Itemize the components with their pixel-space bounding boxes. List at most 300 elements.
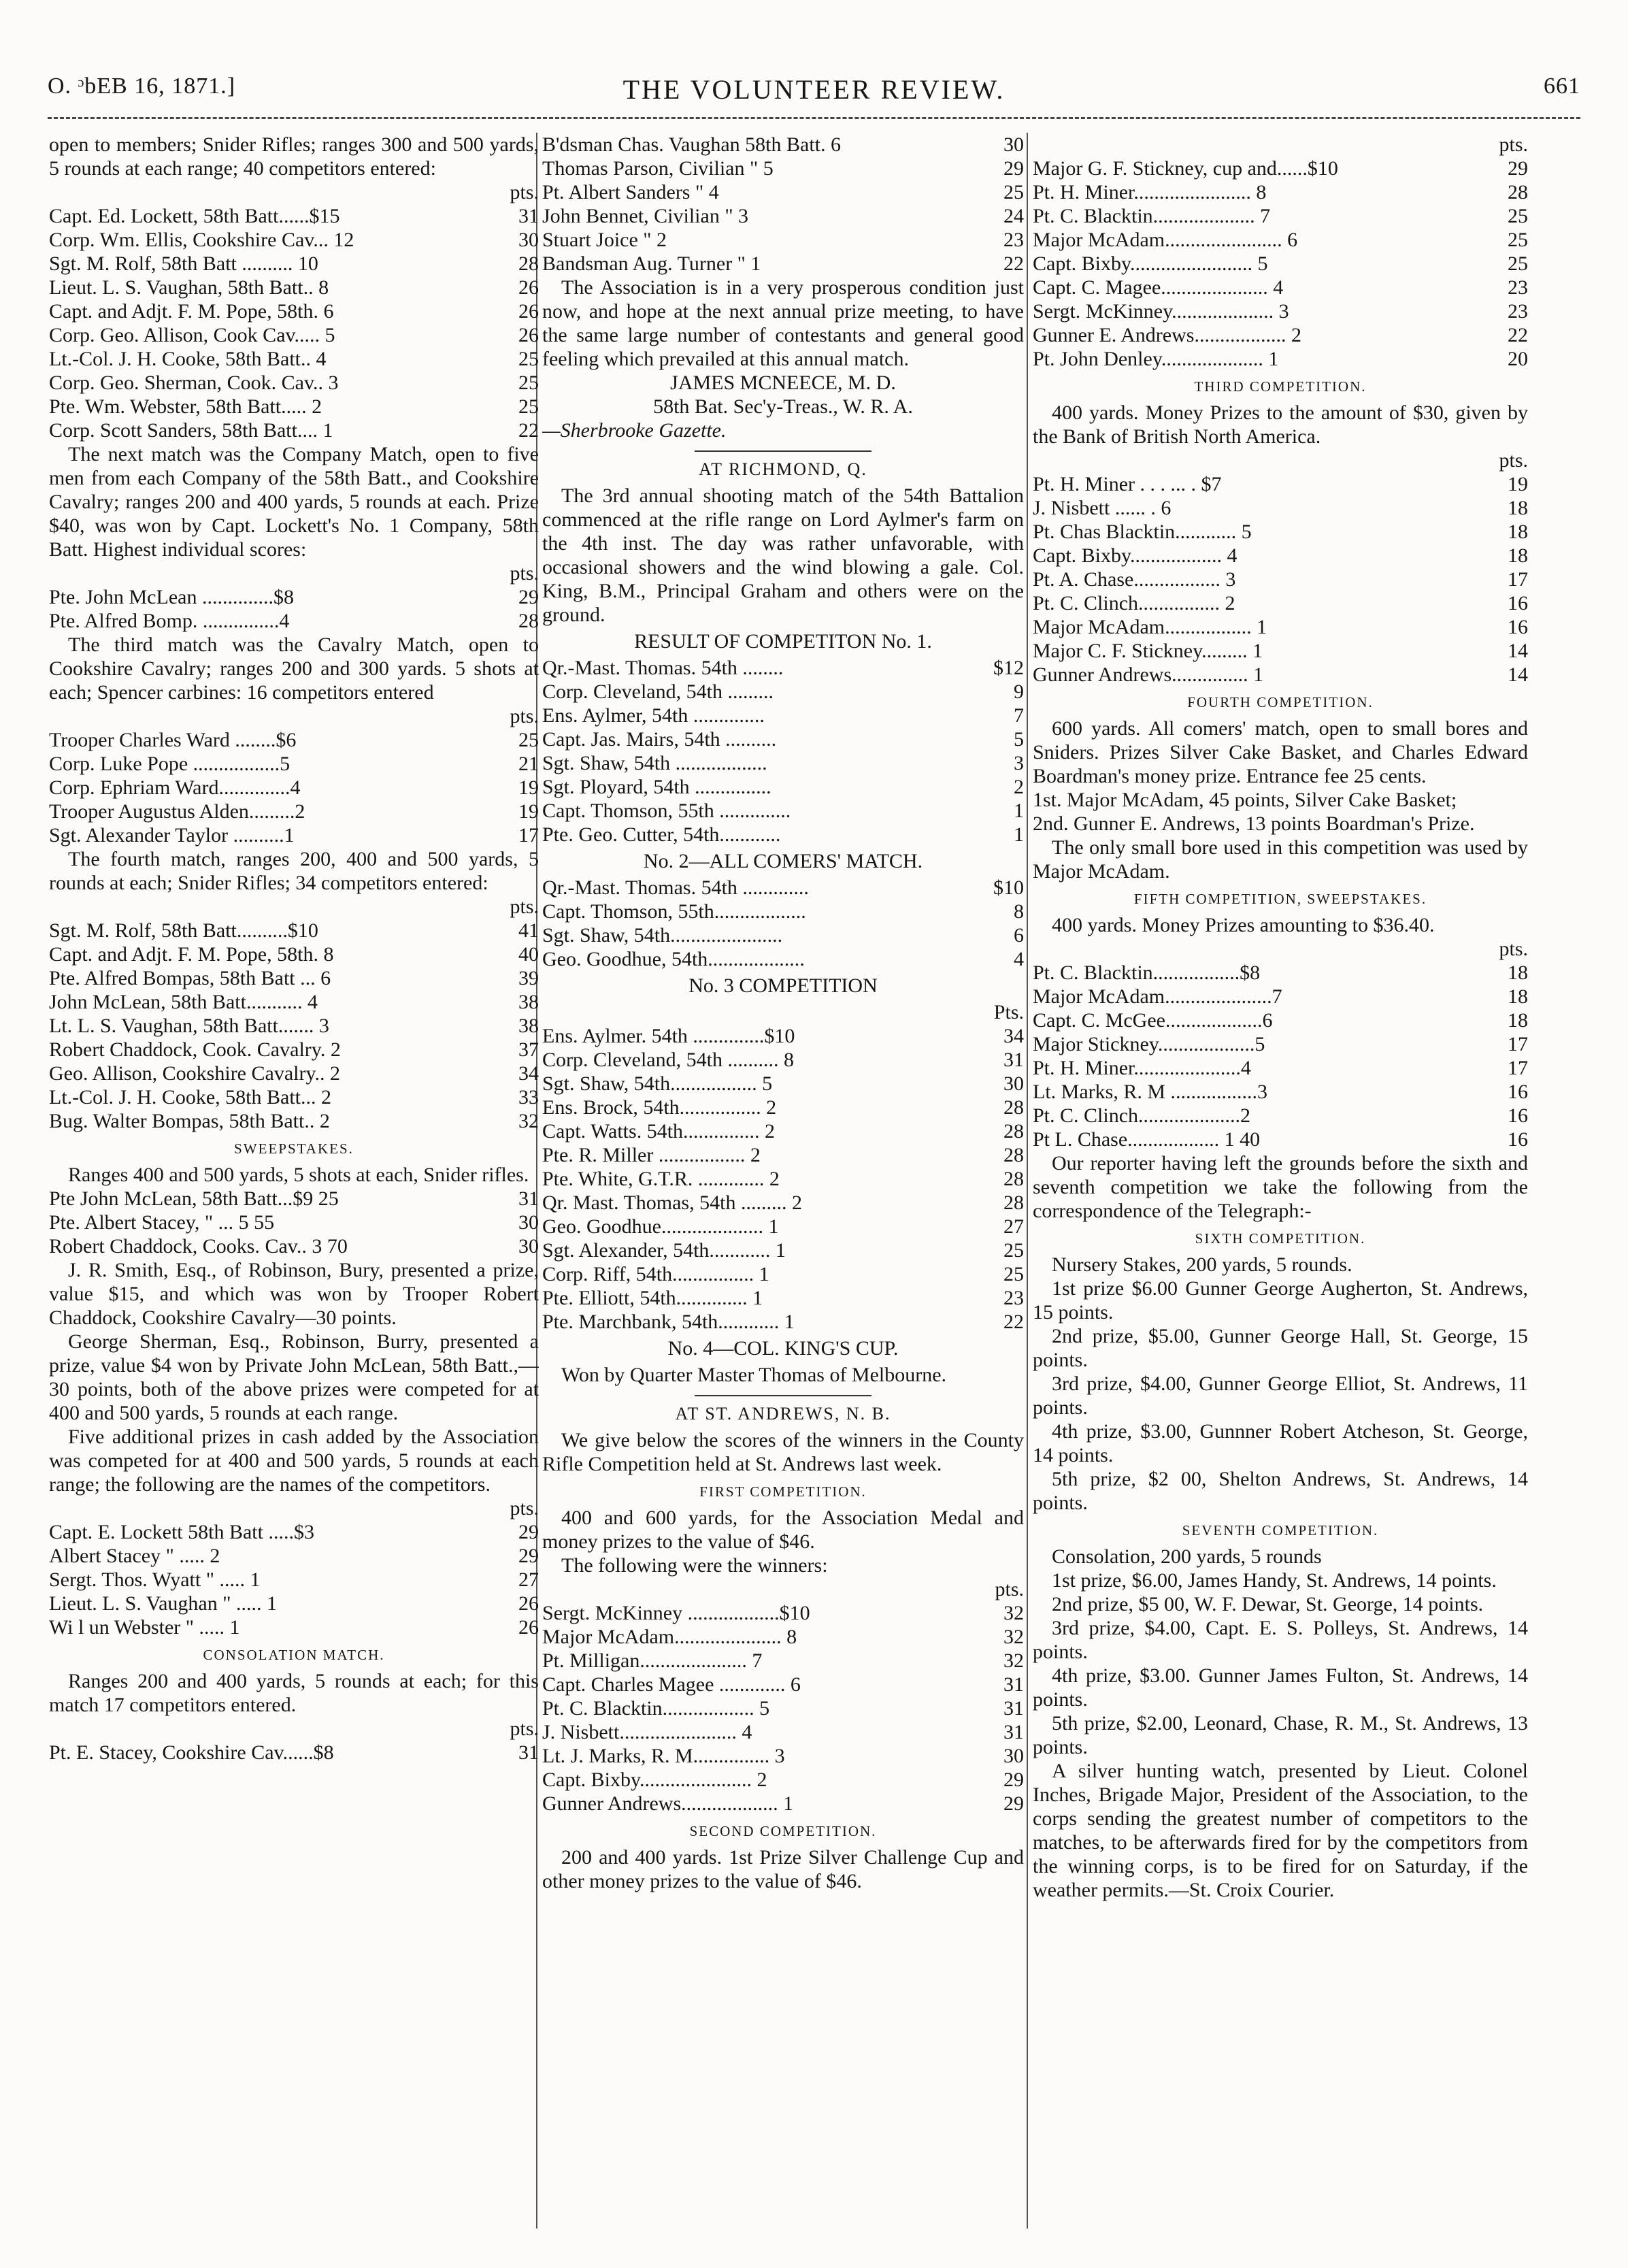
score-entry: Major C. F. Stickney......... 1	[1033, 640, 1263, 662]
score-row	[49, 1211, 539, 1234]
score-row	[542, 133, 1024, 157]
score-table	[49, 1520, 539, 1639]
score-entry: Major G. F. Stickney, cup and......$10	[1033, 157, 1338, 180]
score-entry: Pt. C. Blacktin.................... 7	[1033, 205, 1271, 227]
score-row	[49, 966, 539, 990]
score-points: 6	[1014, 924, 1024, 947]
score-row	[542, 823, 1024, 847]
score-row	[49, 1544, 539, 1568]
sub-heading: No. 4—COL. KING'S CUP.	[667, 1337, 899, 1360]
score-row	[1033, 347, 1528, 371]
score-points: 7	[1014, 704, 1024, 727]
score-points: 30	[1003, 1072, 1024, 1095]
pts-header: pts.	[1499, 938, 1528, 960]
score-points: 31	[518, 1187, 539, 1210]
score-row	[49, 371, 539, 395]
score-entry: Qr.-Mast. Thomas. 54th ........	[542, 657, 784, 679]
score-row	[542, 228, 1024, 252]
score-row	[1033, 591, 1528, 615]
score-points: 34	[1003, 1025, 1024, 1047]
score-points: 25	[518, 348, 539, 370]
score-entry: Major McAdam.....................7	[1033, 985, 1282, 1008]
paragraph: 5th prize, $2 00, Shelton Andrews, St. Andrews, 14 points.	[1033, 1468, 1528, 1514]
score-points: 25	[1508, 205, 1528, 227]
score-row	[49, 1520, 539, 1544]
score-points: 5	[1014, 728, 1024, 751]
score-row	[49, 919, 539, 942]
score-entry: Bandsman Aug. Turner " 1	[542, 252, 761, 275]
score-entry: Sgt. Alexander, 54th............ 1	[542, 1239, 786, 1262]
score-points: 29	[518, 586, 539, 608]
score-entry: Pt. John Denley.................... 1	[1033, 348, 1279, 370]
score-entry: Pt. C. Blacktin.................$8	[1033, 962, 1261, 984]
score-points: 28	[1003, 1191, 1024, 1214]
score-row	[542, 876, 1024, 900]
score-row	[1033, 639, 1528, 663]
score-entry: Capt. Watts. 54th............... 2	[542, 1120, 776, 1143]
score-points: 31	[1003, 1697, 1024, 1720]
pts-header: pts.	[510, 1718, 539, 1740]
section-heading: SECOND COMPETITION.	[689, 1823, 877, 1839]
column-1	[49, 133, 539, 2235]
score-points: 26	[518, 1592, 539, 1615]
score-entry: Sergt. McKinney ..................$10	[542, 1602, 810, 1624]
score-entry: Pt. H. Miner.....................4	[1033, 1057, 1251, 1079]
score-points: 18	[1508, 521, 1528, 543]
score-points: 18	[1508, 962, 1528, 984]
paragraph: 1st. Major McAdam, 45 points, Silver Cake Basket;	[1033, 789, 1457, 811]
score-entry: Pte. Alfred Bomp. ...............4	[49, 610, 290, 632]
score-entry: Sgt. Shaw, 54th ..................	[542, 752, 767, 774]
score-row	[1033, 663, 1528, 687]
score-points: 28	[1508, 181, 1528, 203]
score-entry: Lt. Marks, R. M .................3	[1033, 1081, 1267, 1103]
paragraph: open to members; Snider Rifles; ranges 300 and 500 yards, 5 rounds at each range; 40 competitors entered:	[49, 133, 539, 180]
pts-header: pts.	[510, 181, 539, 203]
signature-title: 58th Bat. Sec'y-Treas., W. R. A.	[653, 395, 913, 418]
score-points: 32	[518, 1110, 539, 1132]
score-row	[542, 1601, 1024, 1625]
score-entry: Thomas Parson, Civilian " 5	[542, 157, 774, 180]
score-table	[542, 876, 1024, 971]
section-heading: THIRD COMPETITION.	[1194, 378, 1367, 395]
score-entry: Pt. E. Stacey, Cookshire Cav......$8	[49, 1741, 334, 1764]
score-points: 30	[518, 229, 539, 251]
paragraph: 3rd prize, $4.00, Capt. E. S. Polleys, St. Andrews, 14 points.	[1033, 1617, 1528, 1663]
score-entry: John Bennet, Civilian " 3	[542, 205, 749, 227]
score-table	[49, 919, 539, 1133]
score-entry: Pte. Geo. Cutter, 54th............	[542, 823, 781, 846]
paragraph: 2nd prize, $5 00, W. F. Dewar, St. George, 14 points.	[1052, 1593, 1484, 1615]
score-points: 31	[518, 205, 539, 227]
score-row	[49, 395, 539, 418]
pts-header: pts.	[510, 895, 539, 918]
score-entry: Pte. Marchbank, 54th............ 1	[542, 1311, 795, 1333]
score-row	[1033, 252, 1528, 276]
score-entry: Pt L. Chase.................. 1 40	[1033, 1128, 1261, 1151]
paragraph: The 3rd annual shooting match of the 54th Battalion commenced at the rifle range on Lord Aylmer's farm on the 4th inst. The day was rather unfavorable, with occasional showers and the wind blowing a gale. Col. King, B.M., Principal Graham and others were on the ground.	[542, 484, 1024, 626]
score-points: $12	[993, 657, 1024, 679]
score-row	[542, 1792, 1024, 1815]
column-rule-2	[1027, 133, 1028, 2229]
score-entry: Sgt. Shaw, 54th......................	[542, 924, 783, 947]
score-row	[542, 1310, 1024, 1334]
score-points: 20	[1508, 348, 1528, 370]
paragraph: The third match was the Cavalry Match, open to Cookshire Cavalry; ranges 200 and 300 yards. 5 shots at each; Spencer carbines: 16 competitors entered	[49, 634, 539, 704]
score-entry: Lieut. L. S. Vaughan, 58th Batt.. 8	[49, 276, 329, 299]
score-points: 30	[518, 1235, 539, 1258]
score-row	[49, 1234, 539, 1258]
paragraph: The following were the winners:	[561, 1554, 828, 1577]
paragraph: Nursery Stakes, 200 yards, 5 rounds.	[1052, 1253, 1352, 1276]
score-row	[1033, 1056, 1528, 1080]
score-points: 40	[518, 943, 539, 966]
score-row	[542, 1167, 1024, 1191]
score-row	[49, 1014, 539, 1038]
pts-header: pts.	[995, 1578, 1024, 1600]
signature: JAMES MCNEECE, M. D.	[670, 372, 896, 394]
score-points: 29	[1508, 157, 1528, 180]
score-entry: Corp. Geo. Allison, Cook Cav..... 5	[49, 324, 335, 346]
score-points: 38	[518, 1015, 539, 1037]
score-points: 31	[1003, 1049, 1024, 1071]
score-row	[1033, 1104, 1528, 1128]
score-points: 26	[518, 324, 539, 346]
score-row	[542, 1286, 1024, 1310]
score-entry: Pte John McLean, 58th Batt...$9 25	[49, 1187, 339, 1210]
paragraph: 3rd prize, $4.00, Gunner George Elliot, St. Andrews, 11 points.	[1033, 1373, 1528, 1419]
score-points: 29	[518, 1545, 539, 1567]
score-entry: Stuart Joice " 2	[542, 229, 667, 251]
score-row	[542, 1625, 1024, 1649]
score-row	[542, 900, 1024, 923]
score-entry: Pt. Albert Sanders " 4	[542, 181, 719, 203]
score-points: 25	[518, 395, 539, 418]
score-points: 26	[518, 1616, 539, 1639]
score-table	[1033, 157, 1528, 371]
score-entry: Sergt. Thos. Wyatt " ..... 1	[49, 1568, 261, 1591]
score-row	[49, 1062, 539, 1085]
score-entry: Geo. Allison, Cookshire Cavalry.. 2	[49, 1062, 341, 1085]
score-row	[49, 728, 539, 752]
score-entry: Pt. H. Miner . . . ... . $7	[1033, 473, 1222, 495]
score-table	[1033, 961, 1528, 1151]
score-row	[1033, 496, 1528, 520]
score-row	[542, 704, 1024, 727]
paragraph: 400 yards. Money Prizes amounting to $36.40.	[1052, 914, 1435, 936]
score-row	[1033, 472, 1528, 496]
score-row	[542, 1673, 1024, 1696]
score-row	[49, 347, 539, 371]
score-entry: Gunner Andrews............... 1	[1033, 663, 1264, 686]
score-row	[49, 252, 539, 276]
score-row	[542, 1215, 1024, 1238]
score-row	[542, 1143, 1024, 1167]
score-entry: Gunner E. Andrews.................. 2	[1033, 324, 1301, 346]
score-points: $10	[993, 876, 1024, 899]
score-entry: Pte. Albert Stacey, " ... 5 55	[49, 1211, 275, 1234]
score-entry: Pte. R. Miller ................. 2	[542, 1144, 761, 1166]
score-entry: John McLean, 58th Batt........... 4	[49, 991, 318, 1013]
score-entry: Capt. Charles Magee ............. 6	[542, 1673, 801, 1696]
score-points: 4	[1014, 948, 1024, 970]
paragraph: 4th prize, $3.00. Gunner James Fulton, St. Andrews, 14 points.	[1033, 1664, 1528, 1711]
score-points: 30	[1003, 1745, 1024, 1767]
paragraph: George Sherman, Esq., Robinson, Burry, presented a prize, value $4 won by Private John McLean, 58th Batt.,—30 points, both of the above prizes were competed for at 400 and 500 yards, 5 rounds at each range.	[49, 1330, 539, 1424]
score-points: 16	[1508, 1128, 1528, 1151]
score-row	[1033, 1008, 1528, 1032]
score-entry: Pte. Alfred Bompas, 58th Batt ... 6	[49, 967, 331, 989]
score-entry: Corp. Luke Pope .................5	[49, 753, 290, 775]
score-points: 19	[518, 776, 539, 799]
paragraph: Our reporter having left the grounds before the sixth and seventh competition we take the following from the correspondence of the Telegraph:-	[1033, 1152, 1528, 1222]
score-row	[49, 990, 539, 1014]
article-title: AT RICHMOND, Q.	[699, 459, 867, 479]
paragraph: J. R. Smith, Esq., of Robinson, Bury, presented a prize, value $15, and which was won by Trooper Robert Chaddock, Cookshire Cavalry—30 points.	[49, 1259, 539, 1329]
score-entry: Qr. Mast. Thomas, 54th ......... 2	[542, 1191, 802, 1214]
score-entry: Pt. C. Clinch....................2	[1033, 1104, 1251, 1127]
score-row	[1033, 568, 1528, 591]
score-entry: Corp. Geo. Sherman, Cook. Cav.. 3	[49, 372, 339, 394]
score-points: 33	[518, 1086, 539, 1108]
score-entry: Sgt. Alexander Taylor ..........1	[49, 824, 295, 847]
score-points: 31	[1003, 1673, 1024, 1696]
header-rule	[48, 117, 1580, 119]
score-table	[542, 656, 1024, 847]
sub-heading: No. 3 COMPETITION	[688, 974, 878, 997]
score-points: 25	[518, 729, 539, 751]
score-table	[542, 1601, 1024, 1815]
paragraph: Consolation, 200 yards, 5 rounds	[1052, 1545, 1322, 1568]
score-points: 28	[1003, 1096, 1024, 1119]
score-row	[1033, 961, 1528, 985]
score-points: 41	[518, 919, 539, 942]
score-entry: Capt. Bixby........................ 5	[1033, 252, 1268, 275]
paragraph: Five additional prizes in cash added by the Association was competed for at 400 and 500 yards, 5 rounds at each range; the following are the names of the competitors.	[49, 1426, 539, 1496]
score-points: 29	[518, 1521, 539, 1543]
score-entry: Geo. Goodhue, 54th...................	[542, 948, 805, 970]
article-divider	[695, 450, 871, 452]
score-entry: Capt. E. Lockett 58th Batt .....$3	[49, 1521, 314, 1543]
score-entry: J. Nisbett....................... 4	[542, 1721, 752, 1743]
score-row	[542, 1024, 1024, 1048]
score-entry: Lt.-Col. J. H. Cooke, 58th Batt.. 4	[49, 348, 327, 370]
score-entry: Pte. Wm. Webster, 58th Batt..... 2	[49, 395, 322, 418]
score-entry: Capt. Bixby.................. 4	[1033, 544, 1237, 567]
sub-heading: No. 2—ALL COMERS' MATCH.	[643, 850, 923, 872]
section-heading: SEVENTH COMPETITION.	[1182, 1522, 1379, 1539]
score-row	[542, 947, 1024, 971]
paragraph: 2nd prize, $5.00, Gunner George Hall, St. George, 15 points.	[1033, 1325, 1528, 1371]
paragraph: 200 and 400 yards. 1st Prize Silver Challenge Cup and other money prizes to the value of $46.	[542, 1846, 1024, 1892]
column-3	[1033, 133, 1528, 2235]
score-entry: Trooper Charles Ward ........$6	[49, 729, 297, 751]
score-row	[1033, 204, 1528, 228]
score-points: 17	[1508, 1057, 1528, 1079]
score-row	[49, 1085, 539, 1109]
score-entry: B'dsman Chas. Vaughan 58th Batt. 6	[542, 133, 841, 156]
paragraph: 1st prize $6.00 Gunner George Augherton, St. Andrews, 15 points.	[1033, 1277, 1528, 1324]
score-table	[49, 585, 539, 633]
paragraph: Ranges 400 and 500 yards, 5 shots at each, Snider rifles.	[68, 1164, 529, 1186]
score-points: 14	[1508, 663, 1528, 686]
score-points: 9	[1014, 680, 1024, 703]
score-entry: Sgt. M. Rolf, 58th Batt .......... 10	[49, 252, 318, 275]
source-credit: —Sherbrooke Gazette.	[542, 419, 727, 442]
score-row	[542, 1649, 1024, 1673]
score-points: 16	[1508, 1104, 1528, 1127]
score-entry: Corp. Riff, 54th................ 1	[542, 1263, 769, 1285]
score-row	[542, 204, 1024, 228]
score-row	[1033, 228, 1528, 252]
header-page-number: 661	[1544, 73, 1580, 99]
score-entry: Pt. H. Miner....................... 8	[1033, 181, 1267, 203]
score-entry: Capt. Thomson, 55th ..............	[542, 800, 791, 822]
article-divider	[695, 1395, 871, 1396]
score-row	[542, 1191, 1024, 1215]
score-row	[49, 1038, 539, 1062]
paragraph: Ranges 200 and 400 yards, 5 rounds at each; for this match 17 competitors entered.	[49, 1670, 539, 1716]
score-points: 26	[518, 300, 539, 323]
score-row	[542, 680, 1024, 704]
score-row	[542, 923, 1024, 947]
score-row	[542, 1744, 1024, 1768]
score-row	[49, 1615, 539, 1639]
score-entry: Corp. Ephriam Ward..............4	[49, 776, 301, 799]
score-entry: Pt. A. Chase................. 3	[1033, 568, 1236, 591]
sub-heading: RESULT OF COMPETITON No. 1.	[634, 630, 932, 653]
score-entry: Major McAdam..................... 8	[542, 1626, 797, 1648]
score-row	[542, 751, 1024, 775]
score-points: 29	[1003, 1769, 1024, 1791]
paragraph: We give below the scores of the winners in the County Rifle Competition held at St. Andrews last week.	[542, 1429, 1024, 1475]
score-row	[49, 1187, 539, 1211]
score-points: 18	[1508, 985, 1528, 1008]
score-row	[1033, 615, 1528, 639]
score-row	[542, 775, 1024, 799]
score-points: 25	[1003, 1239, 1024, 1262]
score-entry: Lieut. L. S. Vaughan " ..... 1	[49, 1592, 277, 1615]
paragraph: 400 and 600 yards, for the Association Medal and money prizes to the value of $46.	[542, 1507, 1024, 1553]
pts-header: pts.	[1499, 133, 1528, 156]
score-row	[49, 823, 539, 847]
score-row	[1033, 544, 1528, 568]
score-points: 21	[518, 753, 539, 775]
paragraph: 2nd. Gunner E. Andrews, 13 points Boardman's Prize.	[1033, 812, 1475, 835]
score-entry: Capt. Bixby...................... 2	[542, 1769, 767, 1791]
score-row	[1033, 1032, 1528, 1056]
score-row	[49, 204, 539, 228]
score-table	[49, 1187, 539, 1258]
score-entry: Pt. C. Blacktin.................. 5	[542, 1697, 770, 1720]
score-row	[1033, 180, 1528, 204]
paragraph: 5th prize, $2.00, Leonard, Chase, R. M., St. Andrews, 13 points.	[1033, 1712, 1528, 1758]
paragraph: 600 yards. All comers' match, open to small bores and Sniders. Prizes Silver Cake Basket, and Charles Edward Boardman's money prize. Entrance fee 25 cents.	[1033, 717, 1528, 787]
column-2	[542, 133, 1024, 2235]
score-points: 25	[518, 372, 539, 394]
score-entry: Major McAdam....................... 6	[1033, 229, 1298, 251]
score-table	[1033, 472, 1528, 687]
score-entry: Robert Chaddock, Cook. Cavalry. 2	[49, 1038, 341, 1061]
score-points: 3	[1014, 752, 1024, 774]
score-points: 28	[518, 610, 539, 632]
paragraph: The next match was the Company Match, open to five men from each Company of the 58th Batt., and Cookshire Cavalry; ranges 200 and 400 yards, 5 rounds at each. Prize $40, was won by Capt. Lockett's No. 1 Company, 58th Batt. Highest individual scores:	[49, 443, 539, 561]
header-title: THE VOLUNTEER REVIEW.	[622, 74, 1006, 105]
score-row	[542, 157, 1024, 180]
score-points: 37	[518, 1038, 539, 1061]
score-entry: Pt. Chas Blacktin............ 5	[1033, 521, 1252, 543]
score-points: 17	[518, 824, 539, 847]
score-points: 19	[518, 800, 539, 823]
score-row	[1033, 1128, 1528, 1151]
score-row	[49, 752, 539, 776]
score-entry: Trooper Augustus Alden.........2	[49, 800, 305, 823]
score-row	[49, 609, 539, 633]
score-entry: J. Nisbett ...... . 6	[1033, 497, 1172, 519]
pts-header: pts.	[510, 1497, 539, 1519]
score-entry: Major Stickney...................5	[1033, 1033, 1265, 1055]
score-table	[49, 728, 539, 847]
score-row	[49, 1109, 539, 1133]
pts-header: pts.	[510, 562, 539, 585]
score-entry: Capt. C. McGee...................6	[1033, 1009, 1273, 1032]
score-row	[542, 1072, 1024, 1096]
score-entry: Pt. Milligan..................... 7	[542, 1649, 763, 1672]
score-points: 31	[518, 1741, 539, 1764]
score-points: 30	[518, 1211, 539, 1234]
score-row	[542, 1768, 1024, 1792]
score-points: 8	[1014, 900, 1024, 923]
score-row	[1033, 985, 1528, 1008]
score-points: 2	[1014, 776, 1024, 798]
score-points: 25	[1003, 181, 1024, 203]
score-entry: Major McAdam................. 1	[1033, 616, 1267, 638]
score-entry: Sgt. Ployard, 54th ...............	[542, 776, 771, 798]
score-points: 1	[1014, 823, 1024, 846]
score-entry: Ens. Aylmer. 54th ..............$10	[542, 1025, 795, 1047]
score-entry: Capt. Ed. Lockett, 58th Batt......$15	[49, 205, 340, 227]
score-row	[542, 1096, 1024, 1119]
score-points: 17	[1508, 1033, 1528, 1055]
score-row	[542, 727, 1024, 751]
score-points: 22	[1003, 252, 1024, 275]
score-points: 38	[518, 991, 539, 1013]
score-points: 34	[518, 1062, 539, 1085]
score-row	[49, 418, 539, 442]
score-points: 32	[1003, 1602, 1024, 1624]
score-points: 30	[1003, 133, 1024, 156]
score-entry: Pt. C. Clinch................ 2	[1033, 592, 1235, 614]
score-entry: Wi l un Webster " ..... 1	[49, 1616, 240, 1639]
score-entry: Pte. White, G.T.R. ............. 2	[542, 1168, 780, 1190]
score-points: 23	[1003, 1287, 1024, 1309]
score-row	[49, 323, 539, 347]
score-points: 18	[1508, 497, 1528, 519]
score-row	[49, 299, 539, 323]
score-table	[542, 133, 1024, 276]
score-entry: Corp. Cleveland, 54th .........	[542, 680, 774, 703]
score-points: 23	[1003, 229, 1024, 251]
score-row	[542, 799, 1024, 823]
score-row	[542, 252, 1024, 276]
score-row	[1033, 276, 1528, 299]
header-date: O. ᵓbEB 16, 1871.]	[48, 73, 236, 99]
score-points: 27	[1003, 1215, 1024, 1238]
score-points: 16	[1508, 616, 1528, 638]
score-points: 28	[1003, 1168, 1024, 1190]
score-row	[1033, 323, 1528, 347]
score-row	[1033, 1080, 1528, 1104]
